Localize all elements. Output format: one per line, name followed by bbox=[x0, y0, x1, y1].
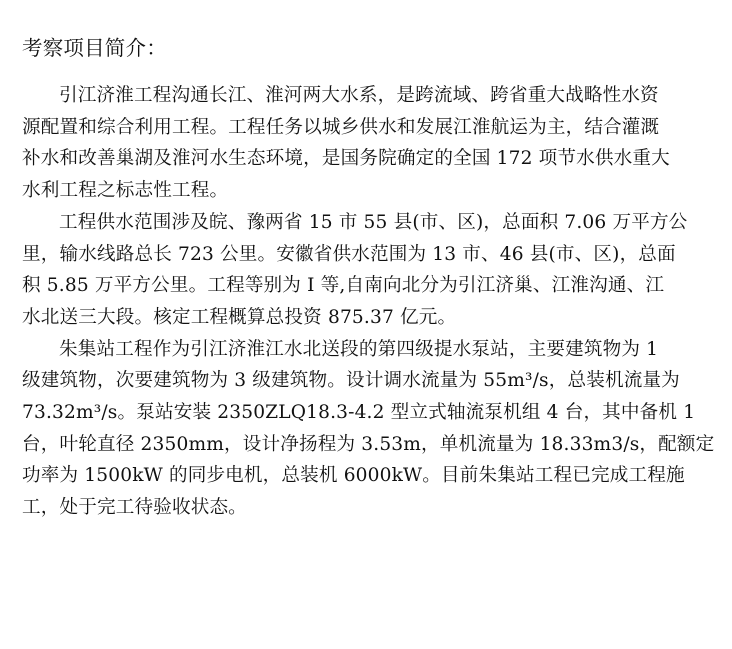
paragraph-line: 工程供水范围涉及皖、豫两省 15 市 55 县(市、区)，总面积 7.06 万平方公 bbox=[59, 211, 688, 233]
paragraph-project-overview bbox=[22, 80, 722, 207]
paragraph-line: 水北送三大段。核定工程概算总投资 875.37 亿元。 bbox=[22, 306, 457, 328]
paragraph-line: 引江济淮工程沟通长江、淮河两大水系，是跨流域、跨省重大战略性水资 bbox=[59, 85, 659, 106]
paragraph-zhuji-station bbox=[22, 334, 722, 524]
paragraph-line: 级建筑物，次要建筑物为 3 级建筑物。设计调水流量为 55m³/s，总装机流量为 bbox=[22, 370, 680, 392]
document-title: 考察项目简介： bbox=[22, 36, 167, 60]
paragraph-line: 里，输水线路总长 723 公里。安徽省供水范围为 13 市、46 县(市、区)，总面 bbox=[22, 243, 676, 265]
paragraph-line: 水利工程之标志性工程。 bbox=[22, 180, 229, 202]
paragraph-supply-scope bbox=[22, 207, 722, 334]
paragraph-line: 73.32m³/s。泵站安装 2350ZLQ18.3-4.2 型立式轴流泵机组 4 台，其中备机 1 bbox=[22, 402, 696, 424]
paragraph-line: 工，处于完工待验收状态。 bbox=[22, 497, 247, 519]
paragraph-line: 源配置和综合利用工程。工程任务以城乡供水和发展江淮航运为主，结合灌溉 bbox=[22, 116, 660, 138]
document bbox=[22, 34, 722, 524]
paragraph-line: 台，叶轮直径 2350mm，设计净扬程为 3.53m，单机流量为 18.33m3/s，配额定 bbox=[22, 433, 715, 455]
paragraph-line: 补水和改善巢湖及淮河水生态环境，是国务院确定的全国 172 项节水供水重大 bbox=[22, 148, 670, 170]
paragraph-line: 功率为 1500kW 的同步电机，总装机 6000kW。目前朱集站工程已完成工程施 bbox=[22, 465, 685, 487]
paragraph-line: 积 5.85 万平方公里。工程等别为 I 等,自南向北分为引江济巢、江淮沟通、江 bbox=[22, 275, 665, 297]
paragraph-line: 朱集站工程作为引江济淮江水北送段的第四级提水泵站，主要建筑物为 1 bbox=[59, 338, 659, 360]
